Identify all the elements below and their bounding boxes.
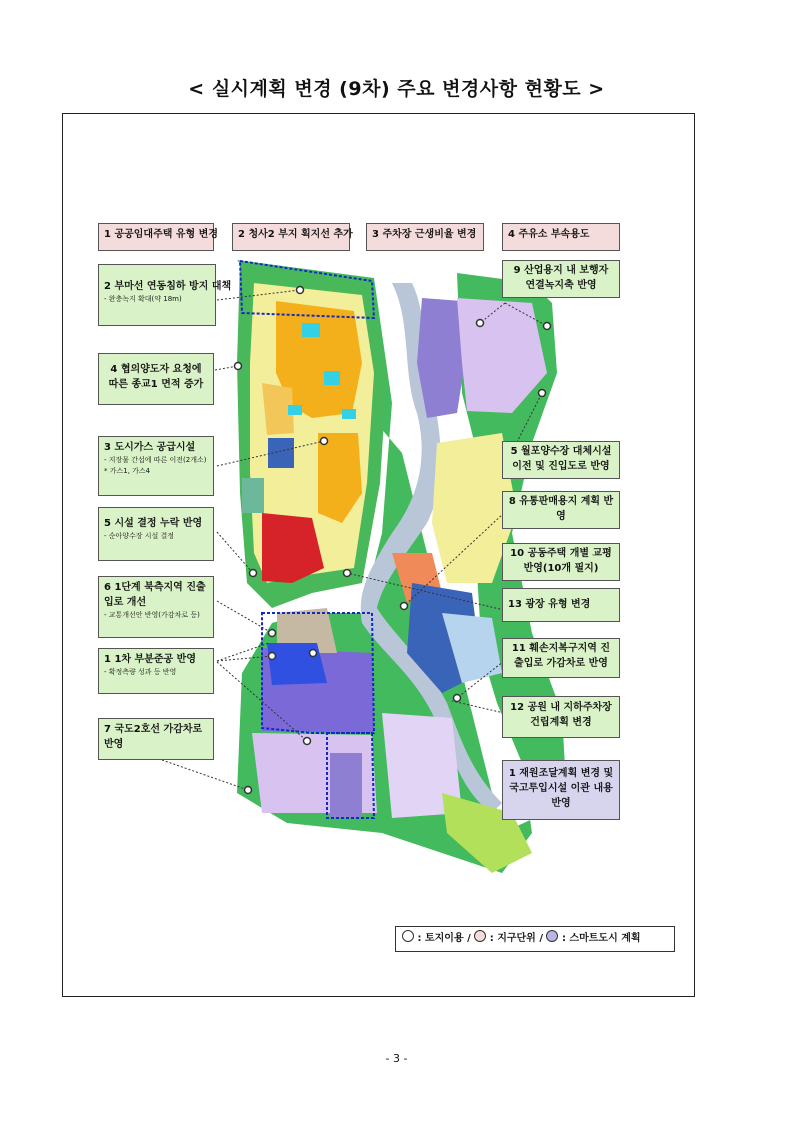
legend-sep: /: [539, 933, 543, 944]
label-text: 6 1단계 북측지역 진출입로 개선: [104, 582, 206, 608]
label-text: 4 협의양도자 요청에 따른 종교1 면적 증가: [108, 364, 204, 390]
label-bumaseon-subsidence: [98, 264, 232, 326]
blue-south: [267, 643, 327, 685]
label-text: 7 국도2호선 가감차로 반영: [104, 724, 203, 750]
label-sub: - 순아양수장 시설 결정: [104, 532, 175, 540]
label-national-road-lane: [98, 718, 214, 760]
label-text: 11 훼손지복구지역 진출입로 가감차로 반영: [511, 643, 611, 669]
label-text: 3 도시가스 공급시설: [104, 442, 196, 453]
label-restoration-access: [502, 638, 620, 678]
label-text: 2 청사2 부지 획지선 추가: [238, 229, 353, 240]
label-text: 4 주유소 부속용도: [508, 229, 590, 240]
label-text: 8 유통판매용지 계획 반영: [508, 496, 614, 522]
label-text: 9 산업용지 내 보행자 연결녹지축 반영: [513, 265, 609, 291]
page-title: < 실시계획 변경 (9차) 주요 변경사항 현황도 >: [188, 78, 605, 100]
label-religious-area: [98, 353, 214, 405]
label-text: 5 월포양수장 대체시설 이전 및 진입도로 반영: [510, 446, 612, 472]
purple-south-3: [330, 753, 362, 818]
legend-district-unit-icon: [474, 930, 486, 942]
cyan-1: [302, 323, 320, 337]
cyan-4: [342, 409, 356, 419]
label-parking-ratio: [366, 223, 484, 251]
label-text: 1 1차 부분준공 반영: [104, 654, 196, 665]
label-text: 2 부마선 연동침하 방지 대책: [104, 281, 232, 292]
teal-block: [242, 478, 264, 513]
legend-land-use-icon: [402, 930, 414, 942]
label-text: 1 재원조달계획 변경 및 국고투입시설 이관 내용 반영: [508, 768, 614, 809]
legend-land-use: 토지이용: [424, 933, 464, 944]
legend-sep: /: [467, 933, 471, 944]
label-city-gas-facility: [98, 436, 214, 496]
label-text: 5 시설 결정 누락 반영: [104, 518, 203, 529]
label-text: 10 공동주택 개별 교평 반영(10개 필지): [510, 548, 612, 574]
label-north-access: [98, 576, 214, 638]
label-public-rental-housing: [98, 223, 219, 251]
label-industrial-walkway: [502, 260, 620, 298]
label-text: 12 공원 내 지하주차장 건립계획 변경: [510, 702, 612, 728]
label-pumping-station: [502, 441, 620, 479]
label-sub: * 가스1, 가스4: [104, 467, 151, 475]
cyan-3: [288, 405, 302, 415]
label-funding-plan: [502, 760, 620, 820]
label-sub: - 지장물 간섭에 따른 이전(2개소): [104, 456, 207, 464]
label-facility-omission: [98, 507, 214, 561]
label-sub: - 교통개선안 반영(가감차로 등): [104, 611, 200, 619]
cyan-2: [324, 371, 340, 385]
industrial-zone: [417, 298, 464, 418]
label-sub: - 확정측량 성과 등 반영: [104, 668, 177, 676]
label-retail-land: [502, 491, 620, 529]
label-sub: - 완충녹지 확대(약 18m): [104, 295, 182, 303]
legend-district-unit: 지구단위: [497, 933, 536, 944]
legend-colon: :: [417, 933, 422, 944]
label-gas-station-use: [502, 223, 620, 251]
legend-colon: :: [561, 933, 566, 944]
legend-colon: :: [489, 933, 494, 944]
legend-smart-city-icon: [546, 930, 558, 942]
legend-smart-city: 스마트도시 계획: [569, 933, 641, 944]
map-legend: [395, 926, 675, 952]
label-government-office-parcel: [232, 223, 353, 251]
page-number: - 3 -: [385, 1052, 408, 1065]
label-text: 13 광장 유형 변경: [508, 599, 591, 610]
label-underground-parking: [502, 696, 620, 738]
label-text: 3 주차장 근생비율 변경: [372, 229, 477, 240]
label-plaza-type: [502, 588, 620, 622]
label-text: 1 공공임대주택 유형 변경: [104, 229, 219, 240]
label-apartment-grade: [502, 543, 620, 581]
label-partial-completion: [98, 648, 214, 694]
